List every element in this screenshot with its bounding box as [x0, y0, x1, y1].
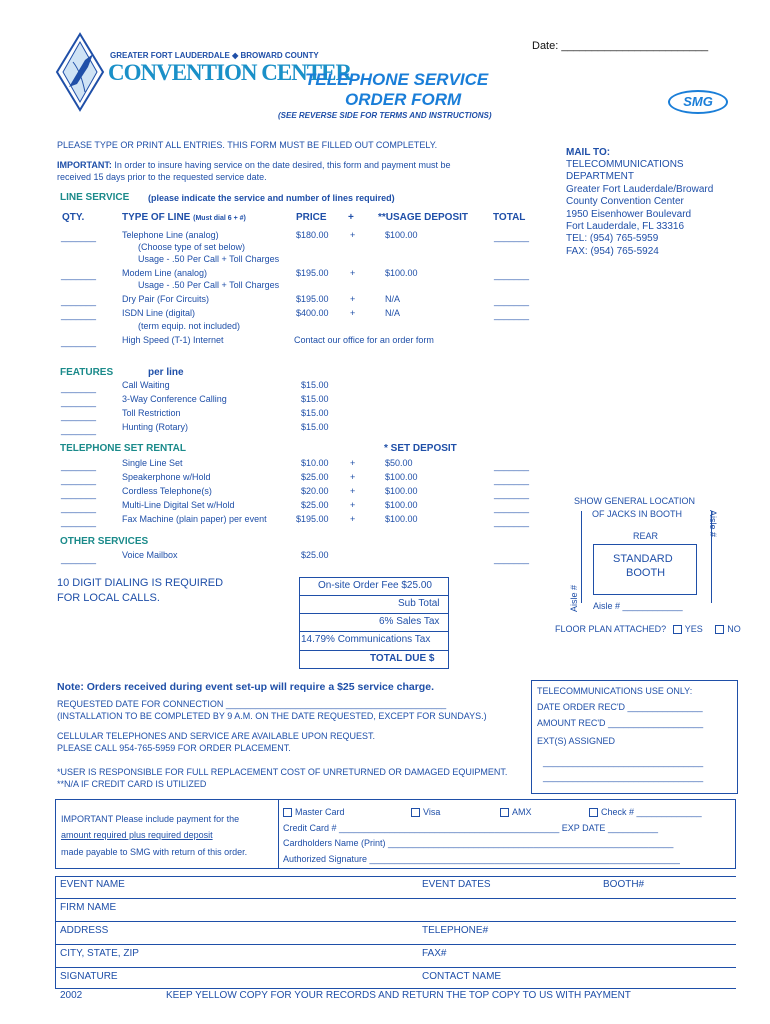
mail-to-line: Greater Fort Lauderdale/Broward: [566, 183, 714, 195]
line-deposit: N/A: [385, 294, 401, 304]
important-text: In order to insure having service on the date desired, this form and payment must be: [111, 160, 451, 170]
dialing-note-2: FOR LOCAL CALLS.: [57, 592, 160, 604]
line-price: $195.00: [296, 294, 329, 304]
set-price: $25.00: [301, 472, 329, 482]
set-deposit: $100.00: [385, 500, 418, 510]
total-field[interactable]: _______: [494, 554, 530, 564]
office-use-heading: TELECOMMUNICATIONS USE ONLY:: [537, 686, 693, 696]
qty-field[interactable]: _______: [61, 232, 97, 242]
other-item: Voice Mailbox: [122, 550, 178, 560]
plus-sign: +: [350, 308, 356, 318]
line-deposit: N/A: [385, 308, 401, 318]
set-deposit: $100.00: [385, 514, 418, 524]
plus-sign: +: [350, 268, 356, 278]
col-type-label: TYPE OF LINE: [122, 212, 191, 223]
mail-to-line: TELECOMMUNICATIONS: [566, 159, 684, 170]
set-name: Multi-Line Digital Set w/Hold: [122, 500, 235, 510]
total-field[interactable]: _______: [494, 503, 530, 513]
total-field[interactable]: _______: [494, 296, 530, 306]
total-field[interactable]: _______: [494, 461, 530, 471]
city-state-zip-field[interactable]: CITY, STATE, ZIP: [60, 948, 139, 959]
total-due-label[interactable]: TOTAL DUE $: [370, 653, 435, 664]
intro-line: PLEASE TYPE OR PRINT ALL ENTRIES. THIS FORM MUST BE FILLED OUT COMPLETELY.: [57, 140, 438, 150]
feature-name: Call Waiting: [122, 380, 170, 390]
mail-to-line: TEL: (954) 765-5959: [566, 233, 659, 245]
set-deposit-heading: * SET DEPOSIT: [384, 443, 457, 454]
feature-price: $15.00: [301, 380, 329, 390]
col-price: PRICE: [296, 212, 327, 223]
total-field[interactable]: _______: [494, 310, 530, 320]
aisle-bottom[interactable]: Aisle # ____________: [593, 601, 683, 611]
visa-checkbox[interactable]: [411, 808, 420, 817]
signature-field[interactable]: SIGNATURE: [60, 971, 118, 982]
address-field[interactable]: ADDRESS: [60, 925, 109, 936]
mail-to-line: Fort Lauderdale, FL 33316: [566, 221, 685, 233]
feature-price: $15.00: [301, 408, 329, 418]
line-deposit: $100.00: [385, 230, 418, 240]
important-label: IMPORTANT:: [57, 160, 112, 170]
firm-name-field[interactable]: FIRM NAME: [60, 902, 117, 913]
line-price: $180.00: [296, 230, 329, 240]
installation-note: (INSTALLATION TO BE COMPLETED BY 9 A.M. ON THE DATE REQUESTED, EXCEPT FOR SUNDAYS.): [57, 711, 487, 721]
line-price: $195.00: [296, 268, 329, 278]
line-service-heading: LINE SERVICE: [60, 192, 130, 203]
no-checkbox[interactable]: [715, 625, 724, 634]
col-deposit: **USAGE DEPOSIT: [378, 212, 469, 223]
sales-tax-label[interactable]: 6% Sales Tax: [379, 616, 440, 627]
mail-to-line: County Convention Center: [566, 196, 684, 208]
set-name: Fax Machine (plain paper) per event: [122, 514, 267, 524]
mail-to-address: [566, 159, 713, 258]
other-services-heading: OTHER SERVICES: [60, 536, 149, 547]
aisle-left: Aisle #: [569, 584, 579, 612]
line-type: Telephone Line (analog): [122, 230, 219, 240]
plus-sign: +: [350, 472, 356, 482]
qty-field[interactable]: _______: [61, 337, 97, 347]
event-dates-field[interactable]: EVENT DATES: [422, 879, 491, 890]
booth-number-field[interactable]: BOOTH#: [603, 879, 645, 890]
total-field[interactable]: _______: [494, 517, 530, 527]
line-type: Dry Pair (For Circuits): [122, 294, 209, 304]
booth-label-1: STANDARD: [613, 553, 673, 565]
set-name: Cordless Telephone(s): [122, 486, 212, 496]
feature-price: $15.00: [301, 422, 329, 432]
qty-field[interactable]: _______: [61, 425, 97, 435]
line-deposit: $100.00: [385, 268, 418, 278]
fax-field[interactable]: FAX#: [422, 948, 447, 959]
onsite-fee: On-site Order Fee $25.00: [318, 580, 432, 591]
line-subnote: (Choose type of set below): [138, 242, 246, 252]
contact-name-field[interactable]: CONTACT NAME: [422, 971, 502, 982]
logo-line1: GREATER FORT LAUDERDALE ◆ BROWARD COUNTY: [110, 51, 319, 60]
feature-name: Toll Restriction: [122, 408, 181, 418]
no-label: NO: [727, 624, 741, 634]
col-type: [122, 212, 246, 223]
qty-field[interactable]: _______: [61, 461, 97, 471]
amx-checkbox[interactable]: [500, 808, 509, 817]
qty-field[interactable]: _______: [61, 397, 97, 407]
ext-blank-2[interactable]: ________________________________: [543, 772, 704, 782]
set-name: Single Line Set: [122, 458, 183, 468]
payment-important-2: amount required plus required deposit: [61, 830, 213, 840]
logo-line2: CONVENTION CENTER: [108, 60, 352, 85]
set-price: $20.00: [301, 486, 329, 496]
rear-label: REAR: [633, 531, 659, 541]
show-location-1: SHOW GENERAL LOCATION: [574, 496, 696, 506]
floorplan-attached: [555, 624, 741, 634]
line-subnote: (term equip. not included): [138, 321, 241, 331]
qty-field[interactable]: _______: [61, 489, 97, 499]
col-total: TOTAL: [493, 212, 526, 223]
col-type-note: (Must dial 6 + #): [193, 215, 246, 222]
other-price: $25.00: [301, 550, 329, 560]
col-plus: +: [348, 212, 354, 223]
authorized-signature-field[interactable]: Authorized Signature ______________________________________________________________: [283, 854, 680, 864]
plus-sign: +: [350, 230, 356, 240]
form-title-line1: TELEPHONE SERVICE: [305, 70, 489, 89]
plus-sign: +: [350, 458, 356, 468]
visa-label: Visa: [423, 807, 441, 817]
total-field[interactable]: _______: [494, 270, 530, 280]
line-subnote: Usage - .50 Per Call + Toll Charges: [138, 280, 280, 290]
plus-sign: +: [350, 294, 356, 304]
mastercard-label: Master Card: [295, 807, 345, 817]
form-subtitle: (SEE REVERSE SIDE FOR TERMS AND INSTRUCTIONS): [278, 111, 492, 120]
line-service-instruction: (please indicate the service and number of lines required): [148, 193, 395, 203]
qty-field[interactable]: _______: [61, 270, 97, 280]
line-subnote: Usage - .50 Per Call + Toll Charges: [138, 254, 280, 264]
dialing-note-1: 10 DIGIT DIALING IS REQUIRED: [57, 577, 224, 589]
features-heading: FEATURES: [60, 367, 114, 378]
ext-assigned-label: EXT(S) ASSIGNED: [537, 736, 616, 746]
feature-price: $15.00: [301, 394, 329, 404]
qty-field[interactable]: _______: [61, 554, 97, 564]
plus-sign: +: [350, 486, 356, 496]
qty-field[interactable]: _______: [61, 296, 97, 306]
event-name-field[interactable]: EVENT NAME: [60, 879, 125, 890]
check-number-field[interactable]: Check # _____________: [601, 807, 702, 817]
important-text-2: received 15 days prior to the requested service date.: [57, 172, 267, 182]
mail-to-line: FAX: (954) 765-5924: [566, 245, 659, 257]
mail-to-line: DEPARTMENT: [566, 171, 634, 183]
line-type: Modem Line (analog): [122, 268, 208, 278]
line-note: Contact our office for an order form: [294, 335, 434, 345]
line-price: $400.00: [296, 308, 329, 318]
important-note: [57, 160, 451, 170]
set-price: $195.00: [296, 514, 329, 524]
qty-field[interactable]: _______: [61, 383, 97, 393]
subtotal-label[interactable]: Sub Total: [398, 598, 440, 609]
payment-important-3: made payable to SMG with return of this order.: [61, 847, 248, 857]
date-field[interactable]: Date: ________________________: [532, 40, 709, 52]
cellular-note-1: CELLULAR TELEPHONES AND SERVICE ARE AVAILABLE UPON REQUEST.: [57, 731, 375, 741]
check-checkbox[interactable]: [589, 808, 598, 817]
service-charge-note: Note: Orders received during event set-up will require a $25 service charge.: [57, 681, 434, 693]
set-name: Speakerphone w/Hold: [122, 472, 211, 482]
set-rental-heading: TELEPHONE SET RENTAL: [60, 443, 186, 454]
responsibility-note: *USER IS RESPONSIBLE FOR FULL REPLACEMENT COST OF UNRETURNED OR DAMAGED EQUIPMENT.: [57, 767, 508, 777]
ext-blank-1[interactable]: ________________________________: [543, 757, 704, 767]
line-type: High Speed (T-1) Internet: [122, 335, 224, 345]
mail-to-heading: MAIL TO:: [566, 147, 611, 158]
aisle-right: Aisle #: [708, 510, 718, 538]
qty-field[interactable]: _______: [61, 310, 97, 320]
booth-label-2: BOOTH: [626, 567, 666, 579]
plus-sign: +: [350, 500, 356, 510]
na-note: **N/A IF CREDIT CARD IS UTILIZED: [57, 779, 207, 789]
yes-checkbox[interactable]: [673, 625, 682, 634]
amx-label: AMX: [512, 807, 532, 817]
feature-name: 3-Way Conference Calling: [122, 394, 227, 404]
qty-field[interactable]: _______: [61, 517, 97, 527]
requested-date-field[interactable]: REQUESTED DATE FOR CONNECTION ____________________________________________: [57, 699, 447, 709]
set-price: $10.00: [301, 458, 329, 468]
credit-card-field[interactable]: Credit Card # ____________________________________________ EXP DATE __________: [283, 823, 658, 833]
set-deposit: $100.00: [385, 472, 418, 482]
line-type: ISDN Line (digital): [122, 308, 196, 318]
comm-tax-label[interactable]: 14.79% Communications Tax: [301, 634, 431, 645]
plus-sign: +: [350, 514, 356, 524]
set-price: $25.00: [301, 500, 329, 510]
total-field[interactable]: _______: [494, 475, 530, 485]
footer-instruction: KEEP YELLOW COPY FOR YOUR RECORDS AND RETURN THE TOP COPY TO US WITH PAYMENT: [166, 990, 631, 1001]
form-title-line2: ORDER FORM: [345, 90, 462, 109]
show-location-2: OF JACKS IN BOOTH: [592, 509, 683, 519]
convention-center-logo: [55, 32, 105, 112]
footer-year: 2002: [60, 990, 83, 1001]
floorplan-attached-label: FLOOR PLAN ATTACHED?: [555, 624, 667, 634]
cardholder-name-field[interactable]: Cardholders Name (Print) _________________________________________________________: [283, 838, 674, 848]
smg-logo: SMG: [668, 90, 728, 114]
per-line-label: per line: [148, 367, 184, 378]
total-field[interactable]: _______: [494, 232, 530, 242]
telephone-field[interactable]: TELEPHONE#: [422, 925, 489, 936]
mastercard-checkbox[interactable]: [283, 808, 292, 817]
qty-field[interactable]: _______: [61, 475, 97, 485]
qty-field[interactable]: _______: [61, 503, 97, 513]
set-deposit: $100.00: [385, 486, 418, 496]
date-order-field[interactable]: DATE ORDER REC'D _______________: [537, 702, 703, 712]
amount-received-field[interactable]: AMOUNT REC'D ___________________: [537, 718, 704, 728]
col-qty: QTY.: [62, 212, 85, 223]
qty-field[interactable]: _______: [61, 411, 97, 421]
cellular-note-2: PLEASE CALL 954-765-5959 FOR ORDER PLACEMENT.: [57, 743, 291, 753]
feature-name: Hunting (Rotary): [122, 422, 189, 432]
payment-important-1: IMPORTANT Please include payment for the: [61, 814, 240, 824]
yes-label: YES: [684, 624, 703, 634]
mail-to-line: 1950 Eisenhower Boulevard: [566, 208, 692, 220]
set-deposit: $50.00: [385, 458, 413, 468]
total-field[interactable]: _______: [494, 489, 530, 499]
